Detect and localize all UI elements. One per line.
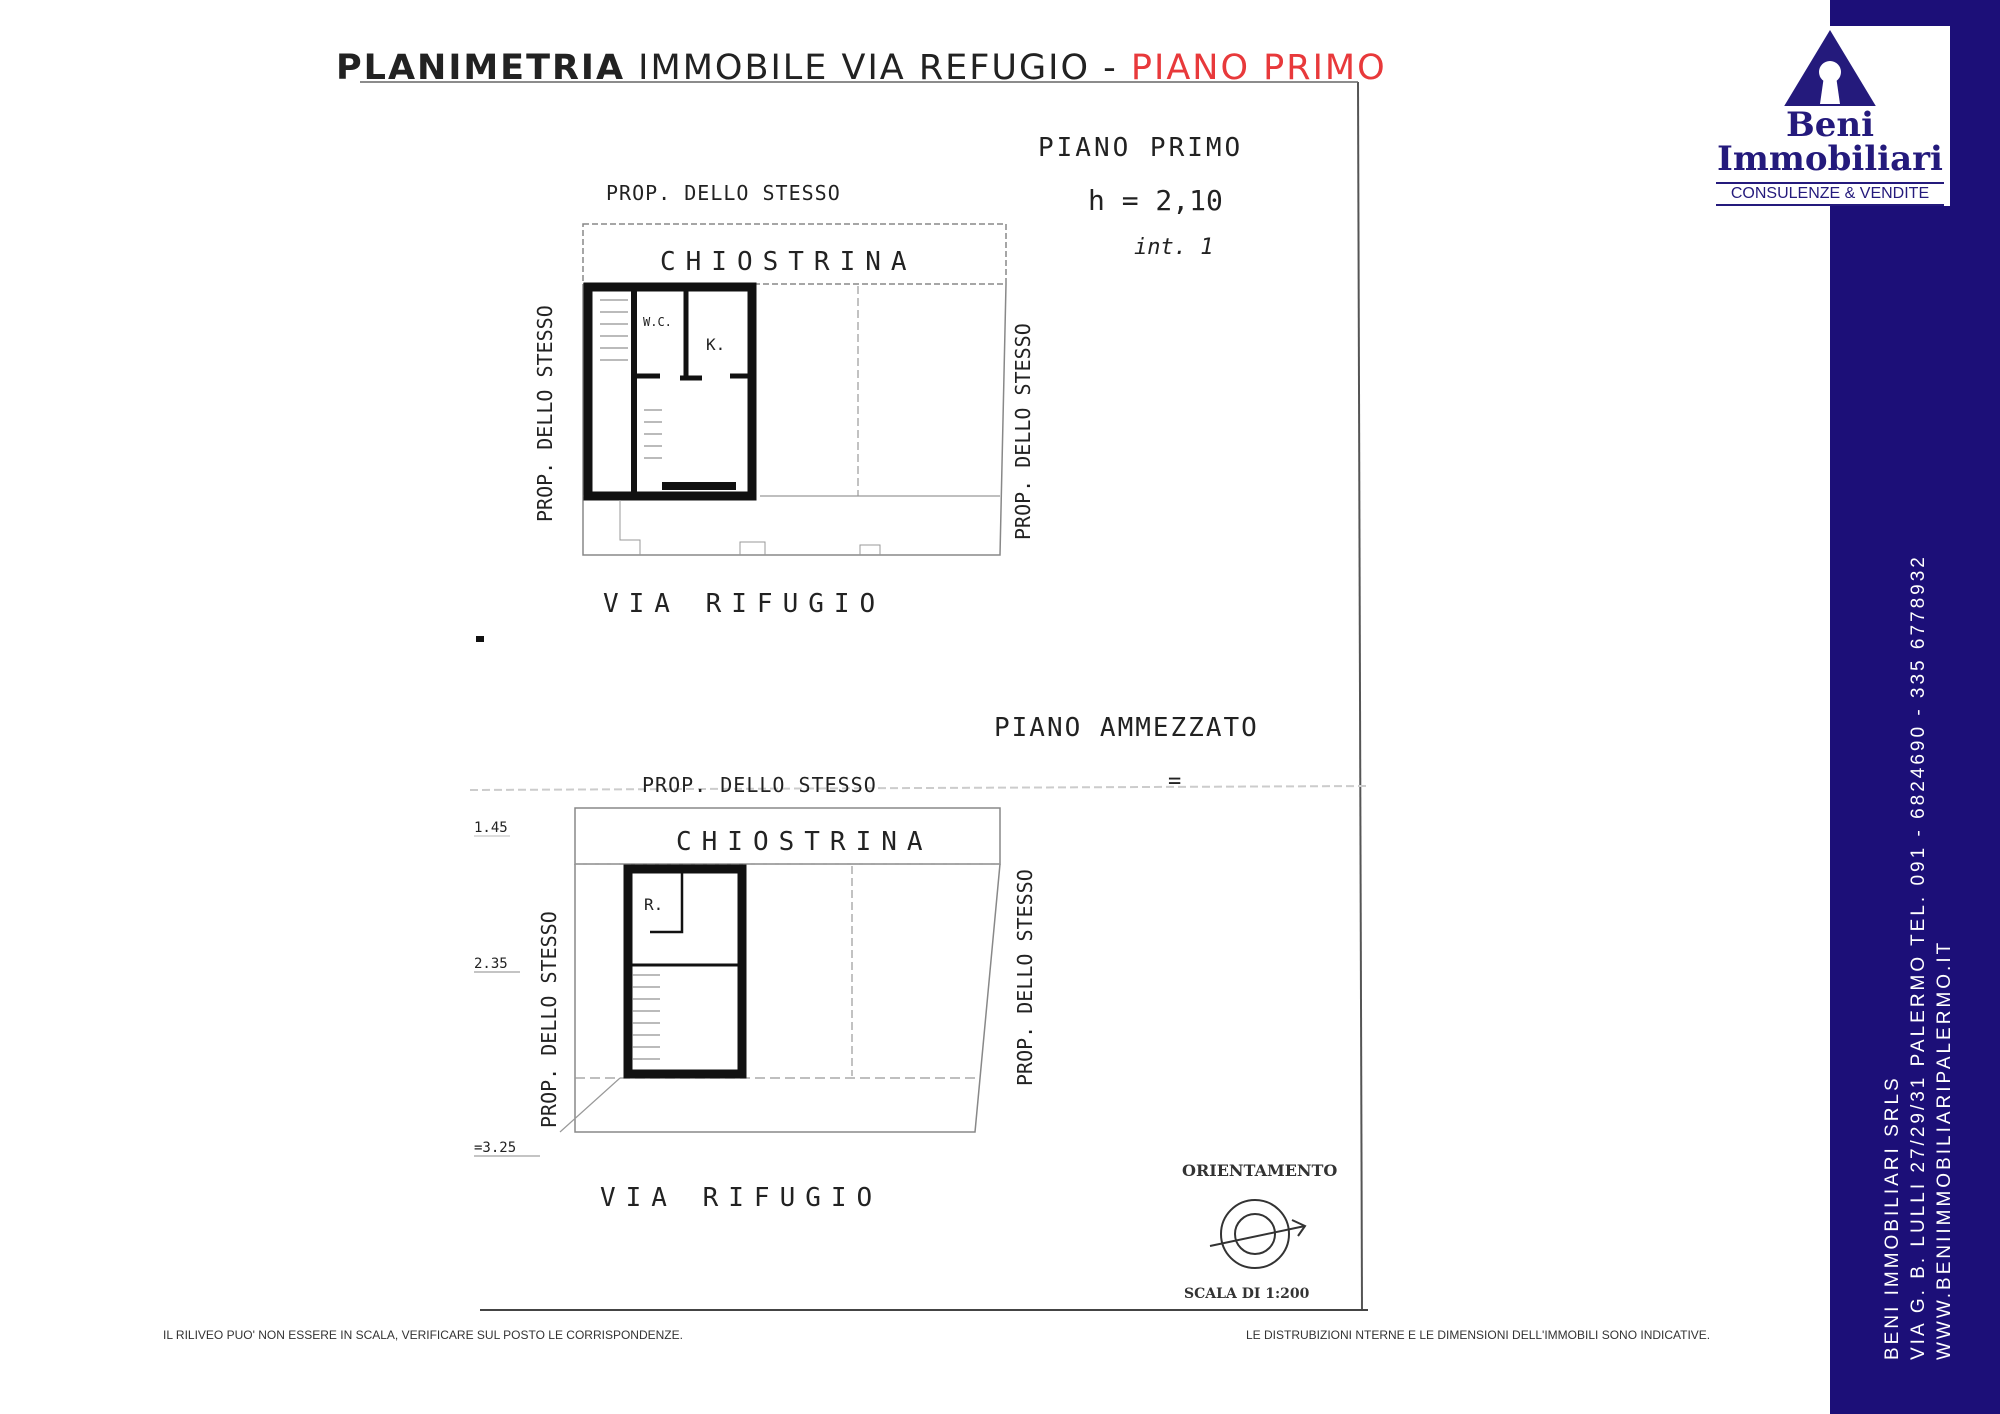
house-keyhole-icon [1710,26,1950,106]
title-address: IMMOBILE VIA REFUGIO - [638,48,1118,88]
lower-equals-label: = [1168,769,1182,794]
logo-word-beni: Beni [1785,105,1874,145]
orientation-label: ORIENTAMENTO [1182,1161,1338,1180]
lower-dim-3: =3.25 [474,1140,517,1156]
contact-company: BENI IMMOBILIARI SRLS [1882,1075,1903,1360]
lower-dim-2: 2.35 [474,956,508,972]
scale-label: SCALA DI 1:200 [1184,1286,1310,1302]
compass-icon [1210,1200,1305,1268]
logo-word-immobiliari: Immobiliari [1717,139,1943,179]
lower-street-label: VIA RIFUGIO [600,1183,883,1213]
upper-room-k: K. [706,335,726,354]
upper-prop-left: PROP. DELLO STESSO [533,305,557,522]
upper-prop-top: PROP. DELLO STESSO [606,181,841,205]
upper-prop-right: PROP. DELLO STESSO [1011,323,1035,540]
lower-floor-label: PIANO AMMEZZATO [994,713,1259,743]
upper-courtyard-label: CHIOSTRINA [660,247,917,277]
footer-disclaimer-left: IL RILIVEO PUO' NON ESSERE IN SCALA, VERIFICARE SUL POSTO LE CORRISPONDENZE. [163,1328,683,1342]
lower-room-r: R. [644,895,664,914]
lower-prop-right: PROP. DELLO STESSO [1013,869,1037,1086]
upper-street-label: VIA RIFUGIO [603,589,886,619]
title-planimetria: PLANIMETRIA [336,48,626,88]
contact-info [1880,554,1958,1360]
upper-interior-label: int. 1 [1134,235,1214,260]
lower-plan [474,713,1259,1213]
upper-floor-label: PIANO PRIMO [1038,133,1244,163]
lower-prop-left: PROP. DELLO STESSO [537,911,561,1128]
upper-room-wc: W.C. [643,315,672,329]
company-logo [1710,26,1950,206]
lower-prop-top: PROP. DELLO STESSO [642,773,877,797]
lower-dim-1: 1.45 [474,820,508,836]
footer-disclaimer-right: LE DISTRUBIZIONI NTERNE E LE DIMENSIONI DELL'IMMOBILI SONO INDICATIVE. [1246,1328,1711,1342]
upper-plan [533,133,1243,619]
orientation-block [1182,1161,1337,1302]
title-floor: PIANO PRIMO [1130,48,1387,88]
upper-height-label: h = 2,10 [1088,184,1223,217]
contact-address-phone: VIA G. B. LULLI 27/29/31 PALERMO TEL. 091 - 6824690 - 335 6778932 [1908,554,1929,1360]
lower-courtyard-label: CHIOSTRINA [676,827,933,857]
logo-tagline: CONSULENZE & VENDITE [1716,182,1944,206]
contact-website[interactable]: WWW.BENIIMMOBILIARIPALERMO.IT [1934,939,1955,1360]
